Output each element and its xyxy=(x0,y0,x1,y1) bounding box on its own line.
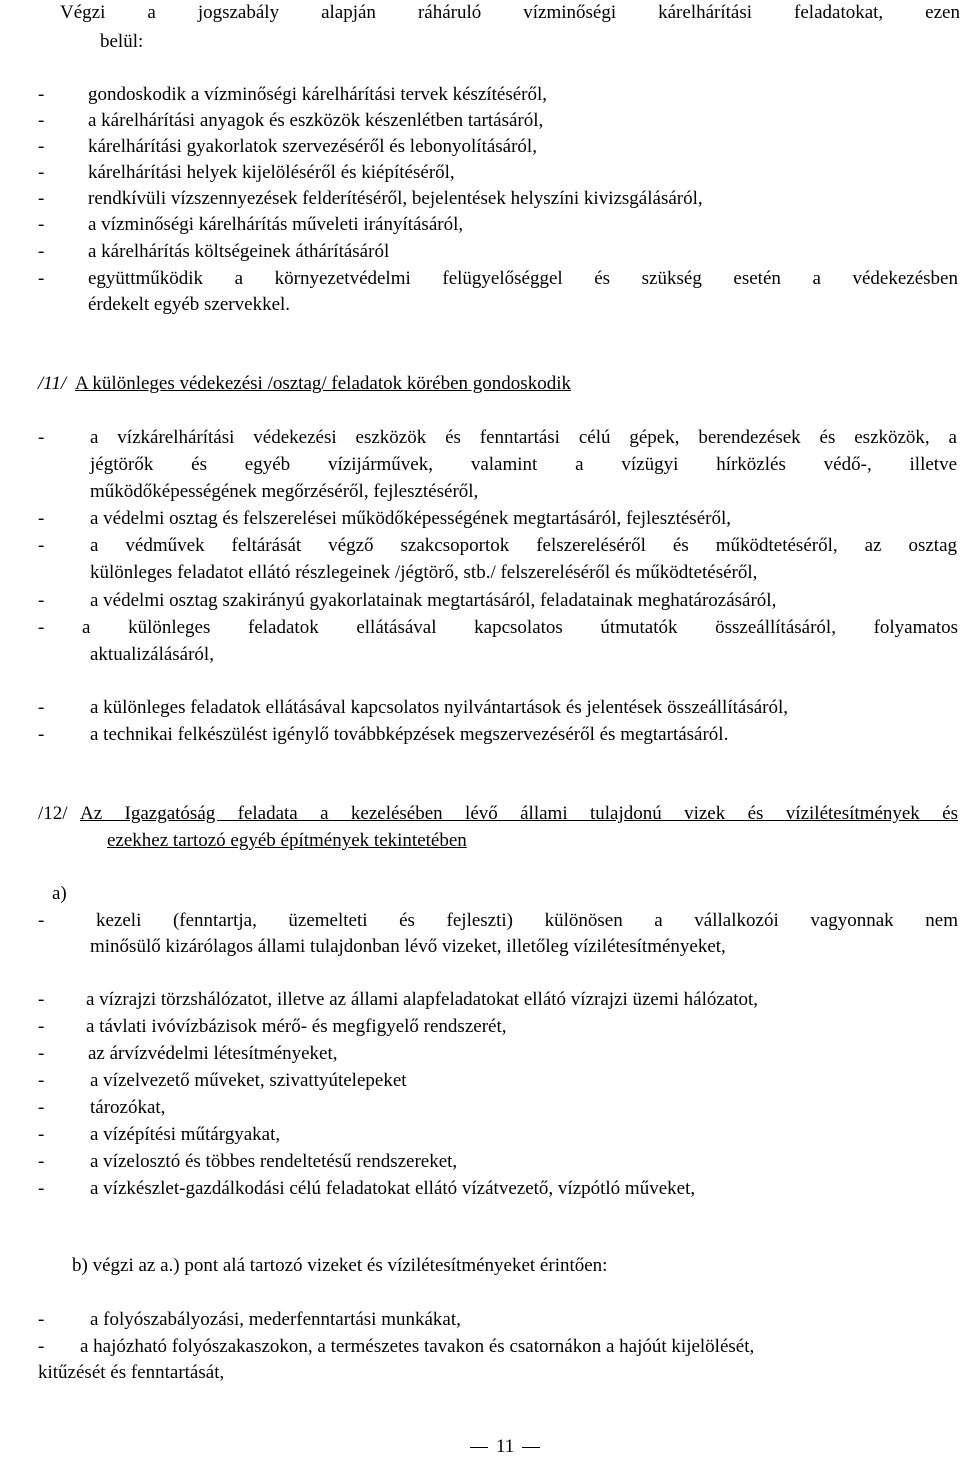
list-item: együttműködik a környezetvédelmi felügyelőséggel és szükség esetén a védekezésben xyxy=(88,268,958,289)
list-bullet: - xyxy=(38,84,45,105)
list-bullet: - xyxy=(38,590,45,611)
list-bullet: - xyxy=(38,1043,45,1064)
list-bullet: - xyxy=(38,1016,45,1037)
list-item: a különleges feladatok ellátásával kapcsolatos nyilvántartások és jelentések összeállításáról, xyxy=(90,697,788,718)
page-footer xyxy=(470,1436,540,1458)
list-item: a hajózható folyószakaszokon, a természetes tavakon és csatornákon a hajóút kijelölését, xyxy=(80,1336,755,1357)
list-item: a távlati ivóvízbázisok mérő- és megfigyelő rendszerét, xyxy=(86,1016,507,1037)
list-bullet: - xyxy=(38,1309,45,1330)
list-bullet: - xyxy=(38,508,45,529)
list-item: a védelmi osztag és felszerelései működőképességének megtartásáról, fejlesztéséről, xyxy=(90,508,731,529)
list-bullet: - xyxy=(38,1336,45,1357)
list-item: a vízkészlet-gazdálkodási célú feladatokat ellátó vízátvezető, vízpótló műveket, xyxy=(90,1178,696,1199)
list-bullet: - xyxy=(38,188,45,209)
subsection-b-line: b) végzi az a.) pont alá tartozó vizeket és vízilétesítményeket érintően: xyxy=(72,1255,608,1276)
list-bullet: - xyxy=(38,136,45,157)
list-item: kezeli (fenntartja, üzemelteti és fejleszti) különösen a vállalkozói vagyonnak nem xyxy=(96,910,958,931)
intro-line-1: Végzi a jogszabály alapján ráháruló vízminőségi kárelhárítási feladatokat, ezen xyxy=(60,2,960,23)
list-bullet: - xyxy=(38,910,45,931)
list-bullet: - xyxy=(38,241,45,262)
list-item: a vízminőségi kárelhárítás műveleti irányításáról, xyxy=(88,214,464,235)
page-number-dash-left xyxy=(470,1447,488,1448)
list-item: kárelhárítási gyakorlatok szervezéséről és lebonyolításáról, xyxy=(88,136,537,157)
list-bullet: - xyxy=(38,1124,45,1145)
list-bullet: - xyxy=(38,1070,45,1091)
list-bullet: - xyxy=(38,1151,45,1172)
list-item: a vízrajzi törzshálózatot, illetve az állami alapfeladatokat ellátó vízrajzi üzemi hálózatot, xyxy=(86,989,759,1010)
section-11-number: /11/ xyxy=(38,373,67,394)
list-item: a kárelhárítási anyagok és eszközök készenlétben tartásáról, xyxy=(88,110,544,131)
list-item: a vízelvezető műveket, szivattyútelepeket xyxy=(90,1070,407,1091)
section-12-number: /12/ xyxy=(38,803,68,824)
list-item: az árvízvédelmi létesítményeket, xyxy=(88,1043,338,1064)
list-item: a különleges feladatok ellátásával kapcsolatos útmutatók összeállításáról, folyamatos xyxy=(82,617,958,638)
list-item: a vízelosztó és többes rendeltetésű rendszereket, xyxy=(90,1151,458,1172)
list-bullet: - xyxy=(38,535,45,556)
list-item: gondoskodik a vízminőségi kárelhárítási tervek készítéséről, xyxy=(88,84,548,105)
list-item: a folyószabályozási, mederfenntartási munkákat, xyxy=(90,1309,461,1330)
list-item: rendkívüli vízszennyezések felderítéséről, bejelentések helyszíni kivizsgálásáról, xyxy=(88,188,703,209)
list-bullet: - xyxy=(38,989,45,1010)
list-item: a védművek feltárását végző szakcsoportok felszereléséről és működtetéséről, az osztag xyxy=(90,535,957,556)
subsection-a-label: a) xyxy=(52,883,67,904)
list-item-continuation: különleges feladatot ellátó részlegeinek /jégtörő, stb./ felszereléséről és működtetéséről, xyxy=(90,562,758,583)
list-item: a vízépítési műtárgyakat, xyxy=(90,1124,281,1145)
list-bullet: - xyxy=(38,1097,45,1118)
list-item-continuation: működőképességének megőrzéséről, fejlesztéséről, xyxy=(90,481,479,502)
list-bullet: - xyxy=(38,427,45,448)
list-bullet: - xyxy=(38,697,45,718)
list-item-continuation: kitűzését és fenntartását, xyxy=(38,1362,225,1383)
list-bullet: - xyxy=(38,724,45,745)
list-item: tározókat, xyxy=(90,1097,166,1118)
section-12-heading-line-1: Az Igazgatóság feladata a kezelésében lévő állami tulajdonú vizek és vízilétesítmények és xyxy=(80,803,958,824)
section-11-heading: A különleges védekezési /osztag/ feladatok körében gondoskodik xyxy=(75,373,571,394)
list-item: a technikai felkészülést igénylő továbbképzések megszervezéséről és megtartásáról. xyxy=(90,724,729,745)
list-item-continuation: érdekelt egyéb szervekkel. xyxy=(88,294,291,315)
list-item: kárelhárítási helyek kijelöléséről és kiépítéséről, xyxy=(88,162,455,183)
list-bullet: - xyxy=(38,617,45,638)
list-item-continuation: jégtörők és egyéb vízijárművek, valamint a vízügyi hírközlés védő-, illetve xyxy=(90,454,957,475)
list-bullet: - xyxy=(38,268,45,289)
list-item-continuation: aktualizálásáról, xyxy=(90,644,214,665)
list-item: a védelmi osztag szakirányú gyakorlatainak megtartásáról, feladatainak meghatározásáról, xyxy=(90,590,777,611)
list-item-continuation: minősülő kizárólagos állami tulajdonban lévő vizeket, illetőleg vízilétesítményeket, xyxy=(90,936,726,957)
list-bullet: - xyxy=(38,214,45,235)
intro-line-2: belül: xyxy=(100,31,144,52)
list-bullet: - xyxy=(38,162,45,183)
list-item: a kárelhárítás költségeinek áthárításáról xyxy=(88,241,390,262)
list-bullet: - xyxy=(38,1178,45,1199)
list-bullet: - xyxy=(38,110,45,131)
page-number-dash-right xyxy=(522,1447,540,1448)
list-item: a vízkárelhárítási védekezési eszközök és fenntartási célú gépek, berendezések és eszközök, a xyxy=(90,427,957,448)
section-12-heading-line-2: ezekhez tartozó egyéb építmények tekintetében xyxy=(107,830,467,851)
page-number: 11 xyxy=(496,1436,515,1457)
